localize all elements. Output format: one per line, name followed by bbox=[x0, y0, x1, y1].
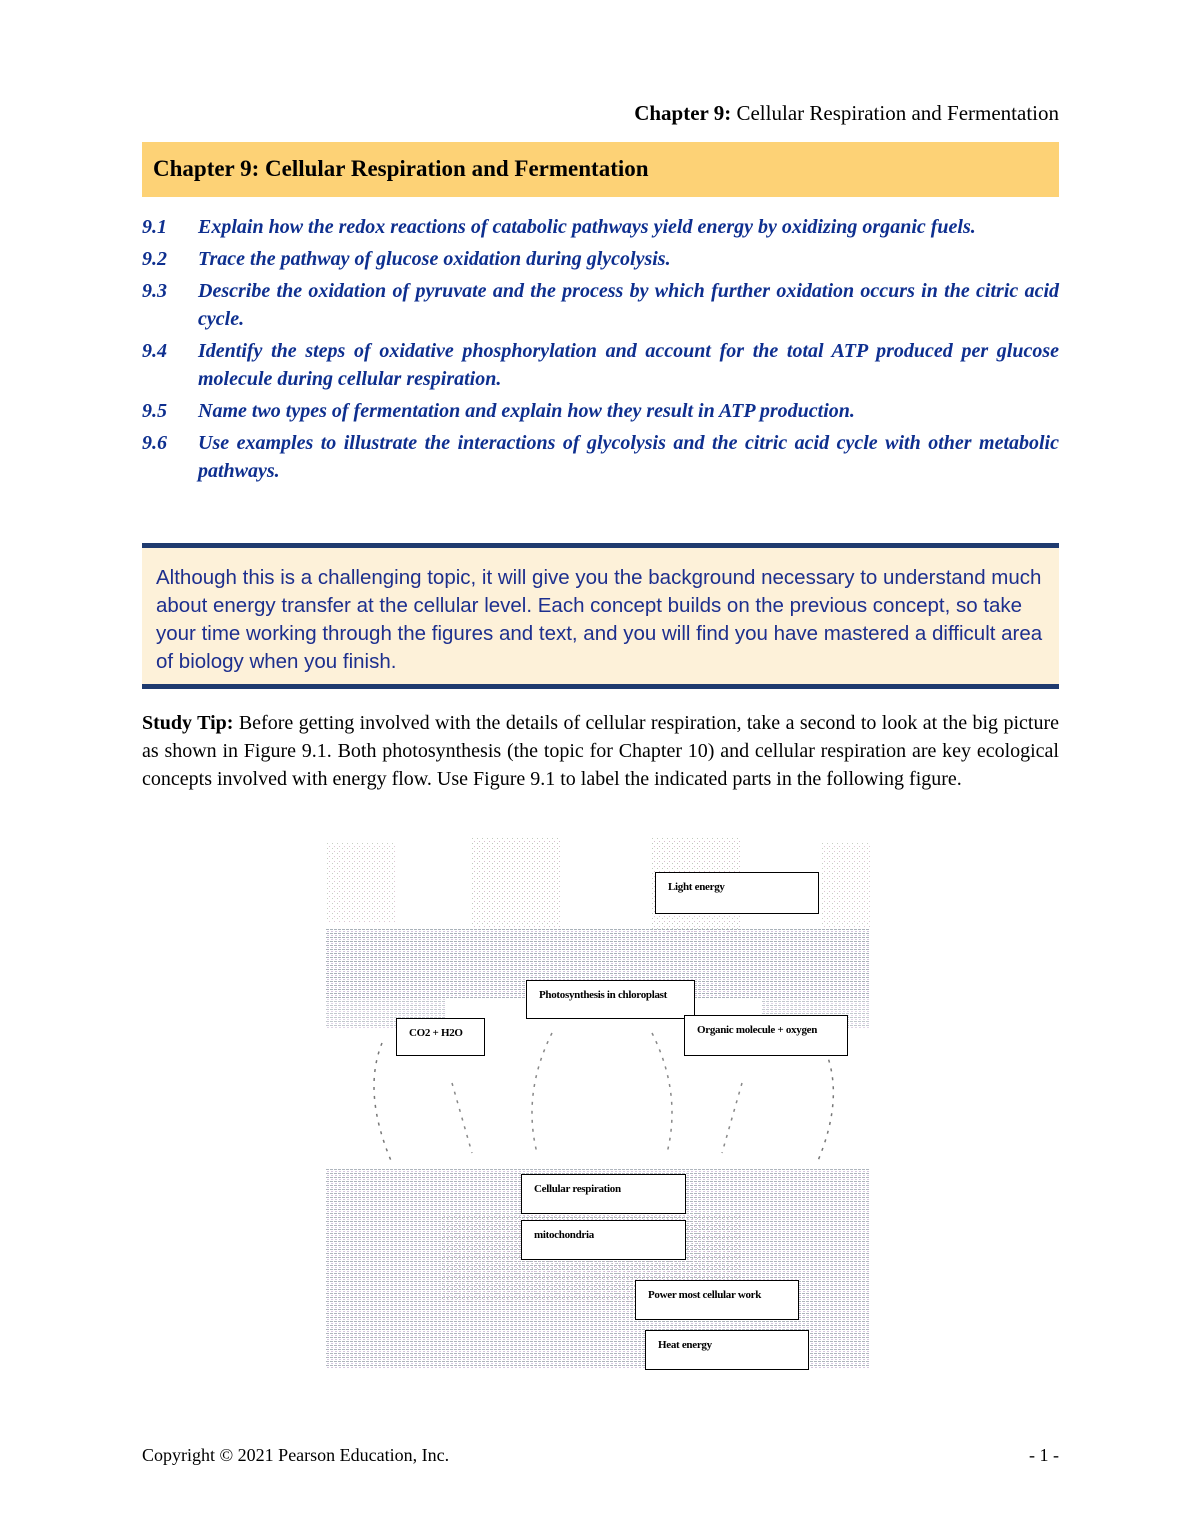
running-header-title: Cellular Respiration and Fermentation bbox=[736, 101, 1059, 125]
label-cellular-respiration bbox=[521, 1174, 686, 1214]
objective-item bbox=[142, 213, 1059, 241]
study-tip-text: Before getting involved with the details of cellular respiration, take a second to look at the big picture as shown in Figure 9.1. Both photosynthesis (the topic for Chapter 10) and cellular respiration are key ecological concepts involved with energy flow. Use Figure 9.1 to label the indicated parts in the following figure. bbox=[142, 712, 1059, 790]
label-text: Cellular respiration bbox=[534, 1183, 621, 1195]
objective-number: 9.5 bbox=[142, 400, 167, 422]
dither-region bbox=[326, 843, 396, 923]
objective-number: 9.4 bbox=[142, 340, 167, 362]
objective-text: Describe the oxidation of pyruvate and the process by which further oxidation occurs in the citric acid cycle. bbox=[198, 280, 1059, 330]
objective-text: Identify the steps of oxidative phosphorylation and account for the total ATP produced per glucose molecule during cellular respiration. bbox=[198, 340, 1059, 390]
page-title: Chapter 9: Cellular Respiration and Fermentation bbox=[153, 156, 649, 181]
label-text: Photosynthesis in chloroplast bbox=[539, 989, 668, 1001]
label-mitochondria bbox=[521, 1220, 686, 1260]
objective-item bbox=[142, 277, 1059, 333]
intro-callout bbox=[142, 543, 1059, 689]
objective-text: Explain how the redox reactions of catabolic pathways yield energy by oxidizing organic fuels. bbox=[198, 216, 976, 238]
objective-number: 9.3 bbox=[142, 280, 167, 302]
dither-region bbox=[472, 837, 562, 927]
objective-text: Use examples to illustrate the interactions of glycolysis and the citric acid cycle with other metabolic pathways. bbox=[198, 432, 1059, 482]
objective-number: 9.2 bbox=[142, 248, 167, 270]
flow-arrow bbox=[722, 1083, 742, 1153]
label-text: Organic molecule + oxygen bbox=[697, 1024, 818, 1036]
cycle-arrow-right bbox=[817, 1043, 833, 1163]
label-text: Heat energy bbox=[658, 1339, 712, 1351]
label-co2-h2o bbox=[396, 1018, 485, 1056]
flow-arrow bbox=[452, 1083, 472, 1153]
flow-arrow bbox=[652, 1033, 672, 1153]
energy-flow-figure bbox=[322, 833, 874, 1371]
learning-objectives bbox=[142, 213, 1059, 489]
objective-item bbox=[142, 245, 1059, 273]
objective-item bbox=[142, 337, 1059, 393]
label-photosynthesis bbox=[526, 980, 695, 1019]
page-number: - 1 - bbox=[1029, 1445, 1059, 1465]
flow-arrow bbox=[532, 1033, 552, 1153]
label-heat-energy bbox=[645, 1330, 809, 1370]
objective-number: 9.6 bbox=[142, 432, 167, 454]
running-header-chapter: Chapter 9: bbox=[634, 101, 732, 125]
label-light-energy bbox=[655, 872, 819, 914]
study-tip-label: Study Tip: bbox=[142, 712, 234, 734]
objective-item bbox=[142, 429, 1059, 485]
label-text: Light energy bbox=[668, 881, 725, 893]
callout-text: Although this is a challenging topic, it will give you the background necessary to understand much about energy transfer at the cellular level. Each concept builds on the previous concept, so take your time working through the figures and text, and you will find you have mastered a difficult area of biology when you finish. bbox=[156, 566, 1043, 673]
cycle-arrow-left bbox=[374, 1043, 392, 1163]
study-tip bbox=[142, 709, 1059, 793]
label-text: mitochondria bbox=[534, 1229, 594, 1241]
chapter-title-band bbox=[142, 142, 1059, 197]
label-organic-molecule bbox=[684, 1015, 848, 1056]
label-text: CO2 + H2O bbox=[409, 1027, 463, 1039]
objective-number: 9.1 bbox=[142, 216, 167, 238]
dither-region bbox=[822, 843, 870, 928]
objective-text: Name two types of fermentation and explain how they result in ATP production. bbox=[198, 400, 855, 422]
label-text: Power most cellular work bbox=[648, 1289, 762, 1301]
objective-item bbox=[142, 397, 1059, 425]
label-powers-cellular-work bbox=[635, 1280, 799, 1320]
running-header bbox=[634, 101, 1059, 126]
copyright-footer: Copyright © 2021 Pearson Education, Inc. bbox=[142, 1445, 450, 1465]
objective-text: Trace the pathway of glucose oxidation during glycolysis. bbox=[198, 248, 671, 270]
